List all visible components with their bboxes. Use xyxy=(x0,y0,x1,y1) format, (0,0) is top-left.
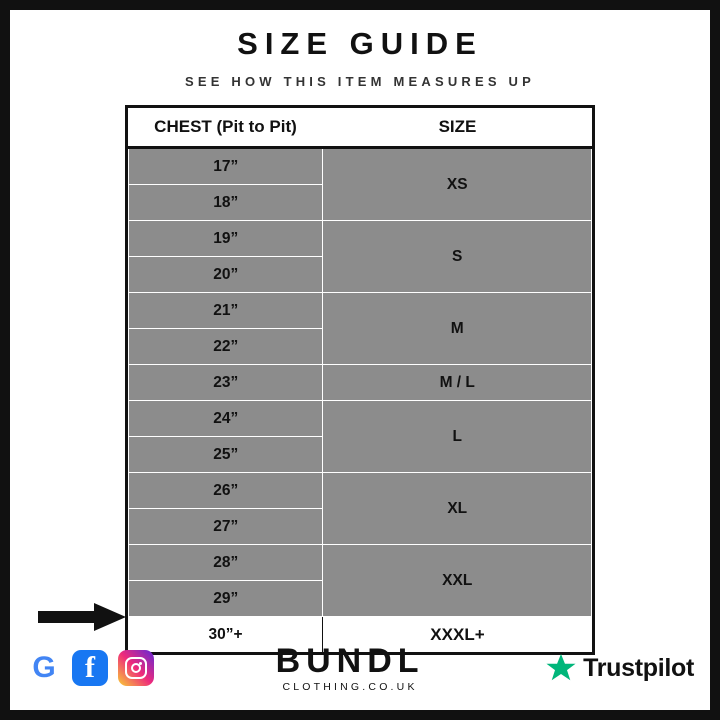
size-value: M xyxy=(323,293,592,365)
column-header-chest: CHEST (Pit to Pit) xyxy=(129,108,323,148)
size-value: XS xyxy=(323,148,592,221)
chest-value: 27” xyxy=(129,509,323,545)
chest-value: 19” xyxy=(129,221,323,257)
instagram-dot xyxy=(139,662,142,665)
brand-website: CLOTHING.CO.UK xyxy=(282,680,418,693)
size-value: M / L xyxy=(323,365,592,401)
trustpilot-label: Trustpilot xyxy=(583,653,694,682)
social-links xyxy=(26,650,154,686)
chest-value: 29” xyxy=(129,581,323,617)
size-value: XXL xyxy=(323,545,592,617)
size-value: XL xyxy=(323,473,592,545)
brand-logo xyxy=(154,641,546,693)
chest-value: 30”+ xyxy=(129,617,323,653)
chest-value: 28” xyxy=(129,545,323,581)
instagram-frame xyxy=(125,657,147,679)
table-row xyxy=(129,293,592,329)
size-guide-sheet xyxy=(10,10,710,710)
page-subtitle: SEE HOW THIS ITEM MEASURES UP xyxy=(184,74,536,89)
trustpilot-star-icon xyxy=(546,653,576,683)
table-row xyxy=(129,473,592,509)
chest-value: 26” xyxy=(129,473,323,509)
brand-name: BUNDL xyxy=(275,641,425,680)
table-row xyxy=(129,148,592,185)
chest-value: 17” xyxy=(129,148,323,185)
pointer-arrow-icon xyxy=(38,602,126,632)
footer xyxy=(10,640,710,696)
instagram-icon[interactable] xyxy=(118,650,154,686)
chest-value: 25” xyxy=(129,437,323,473)
table-row xyxy=(129,221,592,257)
table-row xyxy=(129,545,592,581)
chest-value: 22” xyxy=(129,329,323,365)
size-value: S xyxy=(323,221,592,293)
table-row xyxy=(129,401,592,437)
page-title: SIZE GUIDE xyxy=(237,26,483,61)
facebook-icon[interactable] xyxy=(72,650,108,686)
google-icon-glyph: G xyxy=(32,651,56,684)
size-value: L xyxy=(323,401,592,473)
facebook-icon-glyph: f xyxy=(85,651,95,684)
size-value: XXXL+ xyxy=(323,617,592,653)
chest-value: 23” xyxy=(129,365,323,401)
google-icon[interactable] xyxy=(26,650,62,686)
chest-value: 24” xyxy=(129,401,323,437)
size-table xyxy=(128,108,592,652)
trustpilot-badge[interactable] xyxy=(546,653,694,683)
table-row xyxy=(129,365,592,401)
table-header-row xyxy=(129,108,592,148)
chest-value: 18” xyxy=(129,185,323,221)
size-table-container xyxy=(125,105,595,655)
chest-value: 21” xyxy=(129,293,323,329)
chest-value: 20” xyxy=(129,257,323,293)
column-header-size: SIZE xyxy=(323,108,592,148)
